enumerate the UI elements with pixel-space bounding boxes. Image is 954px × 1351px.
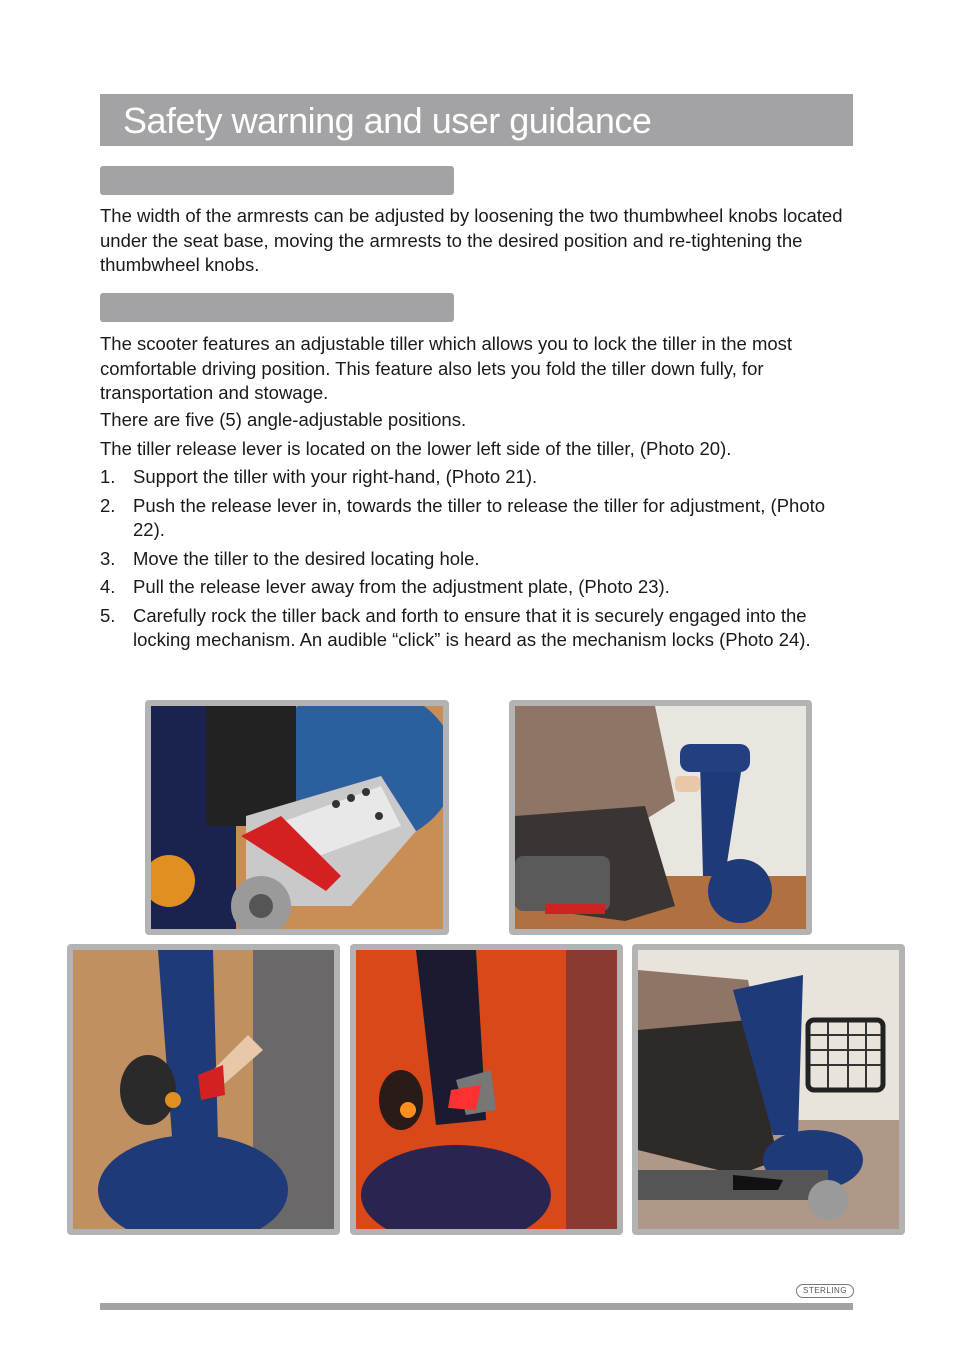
step-text: Push the release lever in, towards the tiller to release the tiller for adjustment, (Photo 22).: [133, 494, 826, 540]
list-item: [100, 604, 860, 653]
list-item: [100, 465, 860, 490]
list-item: [100, 494, 860, 543]
step-number: 4.: [100, 576, 116, 597]
step-text: Carefully rock the tiller back and forth to ensure that it is securely engaged into the locking mechanism. An audible “click” is heard as the mechanism locks (Photo 24).: [133, 604, 811, 650]
tiller-heading-bar: [100, 293, 454, 322]
sterling-logo: STERLING: [796, 1284, 854, 1298]
list-item: [100, 575, 860, 600]
list-item: [100, 547, 860, 572]
armrest-heading-bar: [100, 166, 454, 195]
photo-release-lever: [145, 700, 449, 935]
photo-pull-lever: [350, 944, 623, 1235]
step-text: Support the tiller with your right-hand, (Photo 21).: [133, 466, 538, 487]
photo-support-tiller: [509, 700, 812, 935]
step-text: Pull the release lever away from the adjustment plate, (Photo 23).: [133, 576, 670, 597]
step-text: Move the tiller to the desired locating hole.: [133, 547, 480, 569]
armrest-paragraph: The width of the armrests can be adjusted by loosening the two thumbwheel knobs located under the seat base, moving the armrests to the desired position and re-tightening the thumbwheel knobs.: [100, 205, 843, 275]
tiller-steps-list: [100, 465, 860, 657]
step-number: 2.: [100, 494, 116, 516]
tiller-positions-paragraph: There are five (5) angle-adjustable positions.: [100, 409, 467, 430]
step-number: 5.: [100, 604, 116, 626]
tiller-intro-paragraph: The scooter features an adjustable tiller which allows you to lock the tiller in the most comfortable driving position. This feature also lets you fold the tiller down fully, for transportation and stowage.: [100, 333, 793, 403]
page-title: Safety warning and user guidance: [123, 100, 652, 141]
title-bar: [100, 94, 853, 146]
footer-divider: [100, 1303, 853, 1310]
step-number: 1.: [100, 466, 116, 487]
photo-push-lever: [67, 944, 340, 1235]
photo-driving-position: [632, 944, 905, 1235]
step-number: 3.: [100, 547, 116, 569]
tiller-lever-paragraph: The tiller release lever is located on the lower left side of the tiller, (Photo 20).: [100, 438, 732, 459]
